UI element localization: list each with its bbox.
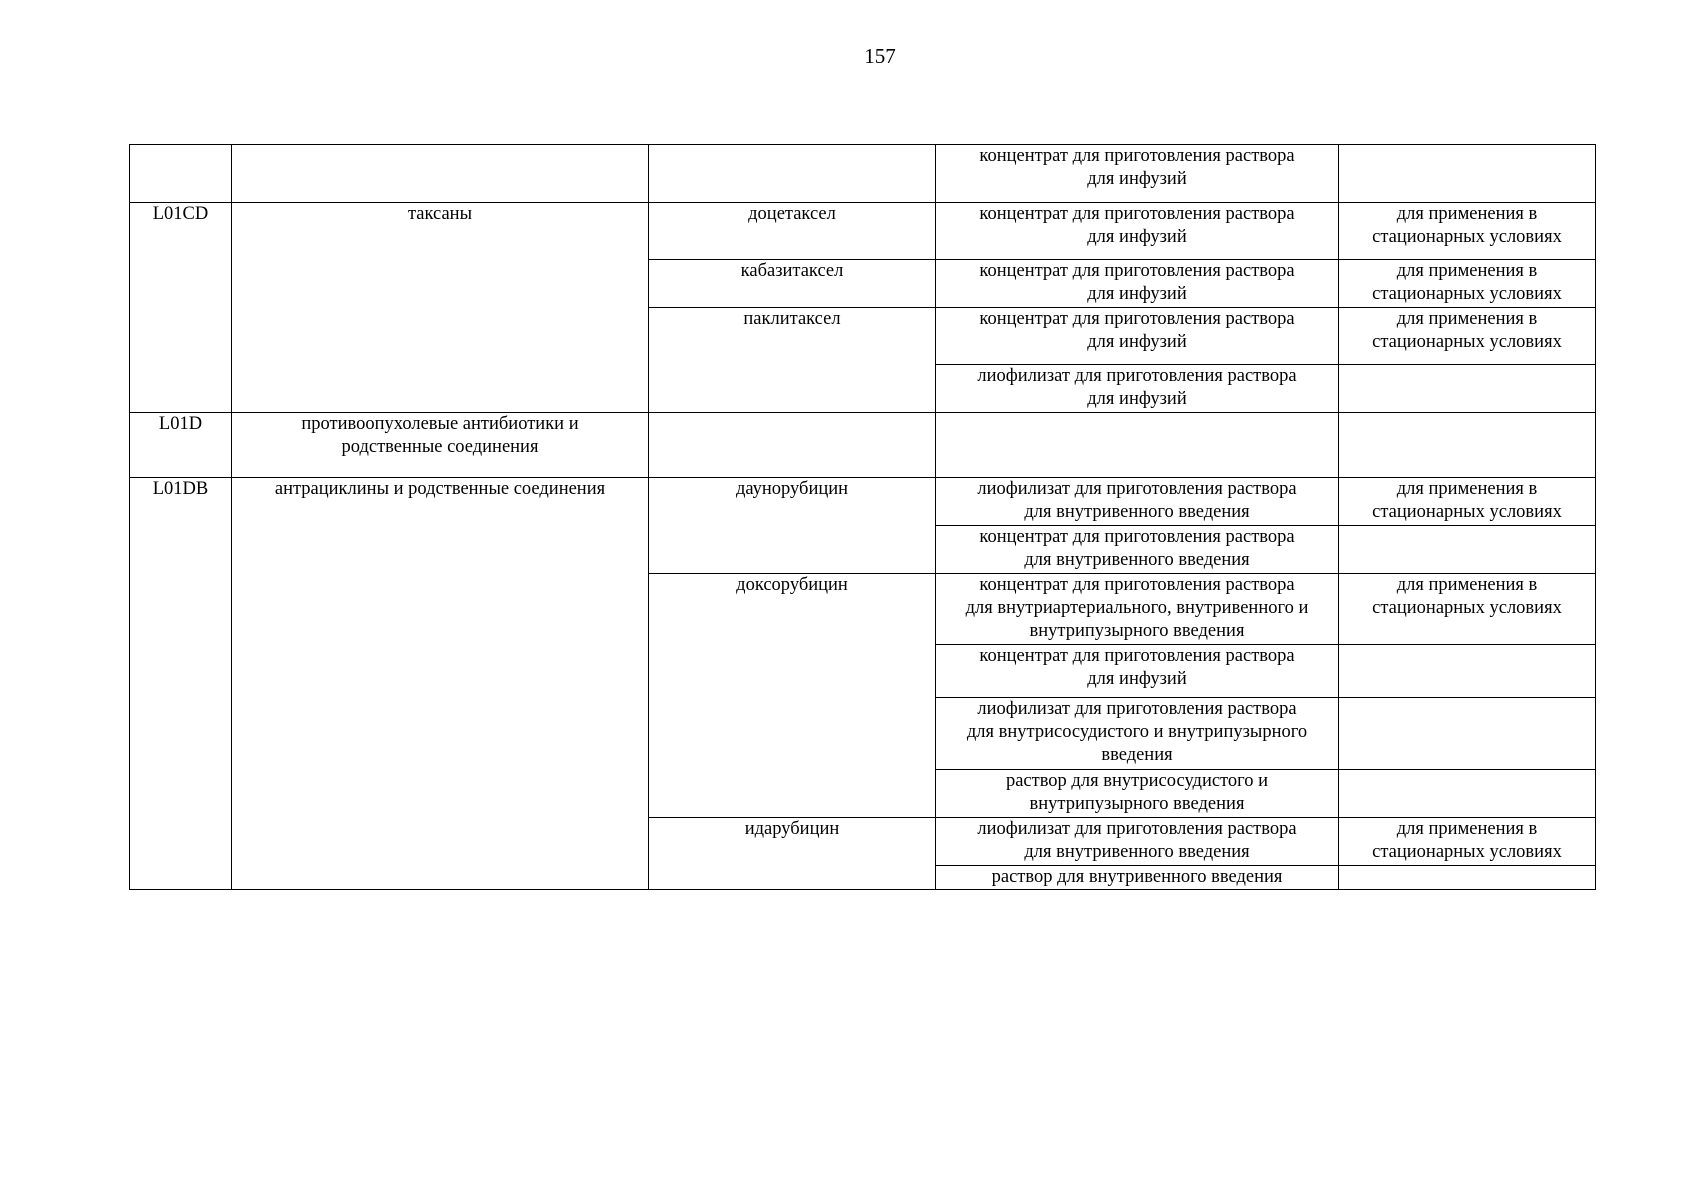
atc-code: L01CD (152, 204, 209, 224)
note-line: стационарных условиях (1372, 284, 1562, 304)
dosage-form-line: лиофилизат для приготовления раствора (977, 366, 1297, 386)
note-cell (1339, 478, 1596, 526)
note-line: стационарных условиях (1372, 842, 1562, 862)
note-line: для применения в (1396, 819, 1538, 839)
note-line: стационарных условиях (1372, 598, 1562, 618)
dosage-form-line: внутрипузырного введения (1029, 621, 1245, 641)
dosage-form-line: для инфузий (1087, 227, 1187, 247)
dosage-form-cell (936, 203, 1339, 260)
dosage-form-cell (936, 308, 1339, 365)
note-cell (1339, 574, 1596, 645)
note-cell (1339, 866, 1596, 890)
dosage-form-cell (936, 526, 1339, 574)
substance-name: паклитаксел (743, 309, 841, 329)
substance-cell (649, 145, 936, 203)
substance-name: доксорубицин (736, 575, 848, 595)
note-line: для применения в (1396, 261, 1538, 281)
substance-name: доцетаксел (748, 204, 836, 224)
dosage-form-line: внутрипузырного введения (1029, 794, 1245, 814)
note-cell (1339, 818, 1596, 866)
dosage-form-cell (936, 365, 1339, 413)
dosage-form-line: лиофилизат для приготовления раствора (977, 699, 1297, 719)
substance-cell (649, 203, 936, 260)
pharmacological-group-cell (232, 145, 649, 203)
dosage-form-line: для внутрисосудистого и внутрипузырного (966, 722, 1308, 742)
note-line: стационарных условиях (1372, 332, 1562, 352)
note-cell (1339, 526, 1596, 574)
dosage-form-line: раствор для внутрисосудистого и (1005, 771, 1269, 791)
table-row (130, 145, 1596, 203)
dosage-form-line: раствор для внутривенного введения (991, 867, 1283, 887)
dosage-form-line: концентрат для приготовления раствора (979, 146, 1295, 166)
note-cell (1339, 698, 1596, 770)
note-cell (1339, 413, 1596, 478)
note-cell (1339, 145, 1596, 203)
dosage-form-line: для инфузий (1087, 389, 1187, 409)
dosage-form-line: для внутриартериального, внутривенного и (965, 598, 1309, 618)
table-row (130, 478, 1596, 526)
dosage-form-line: концентрат для приготовления раствора (979, 575, 1295, 595)
atc-code-cell (130, 413, 232, 478)
pharmacological-group-cell (232, 203, 649, 413)
dosage-form-line: для инфузий (1087, 169, 1187, 189)
dosage-form-cell (936, 770, 1339, 818)
note-line: стационарных условиях (1372, 502, 1562, 522)
pharmacological-group-cell (232, 413, 649, 478)
dosage-form-cell (936, 260, 1339, 308)
substance-cell (649, 413, 936, 478)
atc-code-cell (130, 478, 232, 890)
dosage-form-line: для инфузий (1087, 669, 1187, 689)
note-cell (1339, 203, 1596, 260)
dosage-form-line: лиофилизат для приготовления раствора (977, 479, 1297, 499)
note-cell (1339, 645, 1596, 698)
table-row (130, 203, 1596, 260)
substance-cell (649, 478, 936, 574)
dosage-form-line: для инфузий (1087, 284, 1187, 304)
dosage-form-cell (936, 478, 1339, 526)
dosage-form-cell (936, 818, 1339, 866)
dosage-form-cell (936, 413, 1339, 478)
pharmacological-group-cell (232, 478, 649, 890)
note-line: для применения в (1396, 575, 1538, 595)
dosage-form-line: концентрат для приготовления раствора (979, 646, 1295, 666)
dosage-form-line: концентрат для приготовления раствора (979, 204, 1295, 224)
note-line: для применения в (1396, 204, 1538, 224)
dosage-form-cell (936, 866, 1339, 890)
substance-cell (649, 308, 936, 413)
note-line: для применения в (1396, 479, 1538, 499)
atc-code-cell (130, 145, 232, 203)
group-name-line: антрациклины и родственные соединения (274, 479, 606, 499)
dosage-form-cell (936, 145, 1339, 203)
dosage-form-line: для инфузий (1087, 332, 1187, 352)
table-row (130, 413, 1596, 478)
group-name-line: противоопухолевые антибиотики и (301, 414, 579, 434)
atc-code: L01D (158, 414, 203, 434)
substance-cell (649, 260, 936, 308)
dosage-form-line: лиофилизат для приготовления раствора (977, 819, 1297, 839)
note-cell (1339, 365, 1596, 413)
substance-cell (649, 574, 936, 818)
note-cell (1339, 770, 1596, 818)
group-name-line: таксаны (407, 204, 473, 224)
dosage-form-line: для внутривенного введения (1024, 842, 1250, 862)
substance-name: кабазитаксел (740, 261, 844, 281)
group-name-line: родственные соединения (341, 437, 539, 457)
note-cell (1339, 260, 1596, 308)
atc-code-cell (130, 203, 232, 413)
dosage-form-line: введения (1101, 745, 1173, 765)
substance-name: идарубицин (744, 819, 840, 839)
note-line: для применения в (1396, 309, 1538, 329)
note-cell (1339, 308, 1596, 365)
dosage-form-line: концентрат для приготовления раствора (979, 527, 1295, 547)
atc-code: L01DB (152, 479, 209, 499)
dosage-form-cell (936, 645, 1339, 698)
note-line: стационарных условиях (1372, 227, 1562, 247)
dosage-form-line: для внутривенного введения (1024, 502, 1250, 522)
substance-cell (649, 818, 936, 890)
dosage-form-line: концентрат для приготовления раствора (979, 261, 1295, 281)
dosage-form-line: концентрат для приготовления раствора (979, 309, 1295, 329)
medication-table (129, 144, 1596, 890)
dosage-form-cell (936, 698, 1339, 770)
page-number: 157 (864, 44, 896, 68)
dosage-form-cell (936, 574, 1339, 645)
substance-name: даунорубицин (735, 479, 849, 499)
dosage-form-line: для внутривенного введения (1024, 550, 1250, 570)
